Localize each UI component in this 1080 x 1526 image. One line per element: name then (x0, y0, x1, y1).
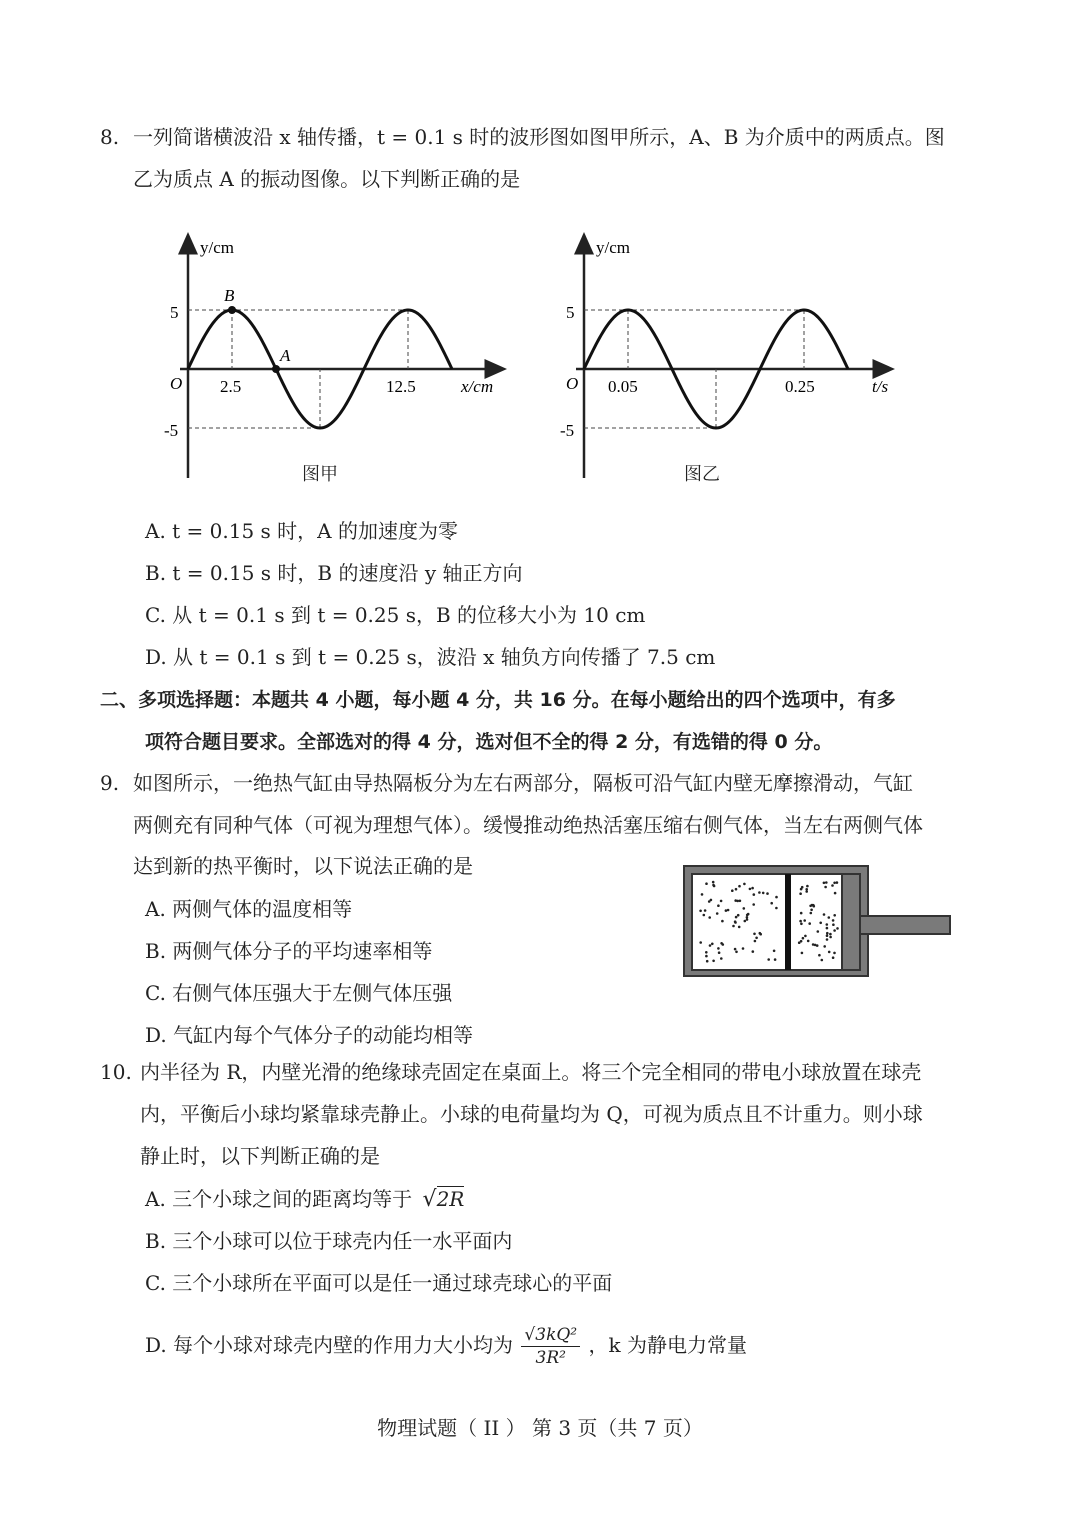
gas-molecule (755, 937, 758, 940)
section2-heading-line1: 二、多项选择题：本题共 4 小题，每小题 4 分，共 16 分。在每小题给出的四个选项中，有多 (100, 689, 896, 711)
gas-molecule (753, 933, 756, 936)
gas-molecule (826, 938, 829, 941)
q8-option-d: D. 从 t = 0.1 s 到 t = 0.25 s，波沿 x 轴负方向传播了 7.5 cm (145, 645, 716, 669)
gas-molecule (751, 887, 754, 890)
fraction-numerator: 3kQ² (535, 1325, 578, 1345)
gas-molecule (829, 933, 832, 936)
gas-molecule (831, 884, 834, 887)
gas-molecule (762, 892, 765, 895)
page-footer: 物理试题（ II ） 第 3 页（共 7 页） (377, 1416, 703, 1440)
gas-molecule (712, 884, 715, 887)
gas-molecule (817, 930, 820, 933)
partition (785, 874, 791, 970)
gas-molecule (775, 896, 778, 899)
fig1-xtick-1: 2.5 (220, 377, 242, 396)
gas-molecule (810, 912, 813, 915)
gas-molecule (774, 958, 777, 961)
gas-molecule (711, 943, 714, 946)
gas-molecule (828, 916, 831, 919)
q9-option-b: B. 两侧气体分子的平均速率相等 (145, 939, 433, 963)
gas-molecule (798, 941, 801, 944)
gas-molecule (718, 951, 721, 954)
gas-molecule (703, 914, 706, 917)
gas-molecule (709, 944, 712, 947)
gas-molecule (736, 900, 739, 903)
fig1-point-a (272, 365, 280, 373)
gas-molecule (833, 882, 836, 885)
fig2-origin-label: O (566, 374, 579, 393)
gas-molecule (825, 881, 828, 884)
gas-molecule (824, 886, 827, 889)
gas-molecule (712, 960, 715, 963)
gas-molecule (743, 907, 746, 910)
fig1-x-label: x/cm (461, 377, 494, 396)
fig1-point-a-label: A (280, 346, 291, 365)
gas-molecule (801, 886, 804, 889)
question-10-text-line1: 内半径为 R，内壁光滑的绝缘球壳固定在桌面上。将三个完全相同的带电小球放置在球壳 (140, 1060, 922, 1084)
gas-molecule (746, 918, 749, 921)
gas-molecule (832, 919, 835, 922)
fraction-denominator: 3R² (535, 1348, 566, 1368)
fig2-xtick-2: 0.25 (785, 377, 815, 396)
gas-molecule (717, 904, 720, 907)
q9-option-d: D. 气缸内每个气体分子的动能均相等 (145, 1023, 474, 1047)
gas-molecule (823, 945, 826, 948)
fig1-xtick-2: 12.5 (386, 377, 416, 396)
gas-molecule (705, 951, 708, 954)
piston-rod (858, 916, 950, 934)
gas-molecule (833, 929, 836, 932)
gas-molecule (821, 959, 824, 962)
gas-molecule (828, 951, 831, 954)
gas-molecule (735, 888, 738, 891)
gas-molecule (734, 920, 737, 923)
gas-molecule (829, 936, 832, 939)
question-9-number: 9. (100, 771, 120, 795)
question-8-text-line1: 一列简谐横波沿 x 轴传播，t = 0.1 s 时的波形图如图甲所示，A、B 为介质中的两质点。图 (133, 125, 945, 149)
fig1-point-b-label: B (224, 286, 235, 305)
q10-option-a-text: A. 三个小球之间的距离均等于 (145, 1187, 413, 1211)
gas-molecule (814, 944, 817, 947)
gas-molecule (721, 920, 724, 923)
gas-molecule (752, 950, 755, 953)
gas-molecule (832, 956, 835, 959)
question-10-text-line2: 内，平衡后小球均紧靠球壳静止。小球的电荷量均为 Q，可视为质点且不计重力。则小球 (140, 1102, 923, 1126)
gas-molecule (805, 890, 808, 893)
fig2-caption: 图乙 (684, 464, 720, 485)
gas-molecule (749, 888, 752, 891)
gas-molecule (704, 909, 707, 912)
gas-molecule (823, 882, 826, 885)
gas-molecule (705, 955, 708, 958)
gas-molecule (775, 907, 778, 910)
gas-molecule (708, 916, 711, 919)
gas-molecule (706, 960, 709, 963)
piston-head (842, 874, 860, 970)
q10-option-d-prefix: D. 每个小球对球壳内壁的作用力大小均为 (145, 1333, 514, 1357)
gas-molecule (773, 950, 776, 953)
fig1-ytick-pos: 5 (170, 303, 179, 322)
q10-option-a (145, 1186, 464, 1213)
gas-molecule (826, 923, 829, 926)
gas-molecule (720, 900, 723, 903)
gas-molecule (826, 932, 829, 935)
fig2-x-label: t/s (872, 377, 889, 396)
fig2-ytick-pos: 5 (566, 303, 575, 322)
fig1-y-label: y/cm (200, 238, 234, 257)
q10-option-c: C. 三个小球所在平面可以是任一通过球壳球心的平面 (145, 1271, 613, 1295)
left-gas-molecules (699, 881, 778, 963)
gas-molecule (754, 940, 757, 943)
gas-molecule (810, 909, 813, 912)
gas-molecule (720, 957, 723, 960)
gas-molecule (712, 881, 715, 884)
vibration-graph-fig2 (555, 228, 905, 488)
fig2-y-label: y/cm (596, 238, 630, 257)
question-10-text-line3: 静止时，以下判断正确的是 (140, 1144, 380, 1168)
gas-molecule (734, 948, 737, 951)
gas-molecule (759, 932, 762, 935)
gas-molecule (826, 934, 829, 937)
section2-heading-line2: 项符合题目要求。全部选对的得 4 分，选对但不全的得 2 分，有选错的得 0 分。 (145, 731, 833, 753)
gas-molecule (819, 922, 822, 925)
fig1-ytick-neg: -5 (164, 421, 179, 440)
gas-molecule (699, 941, 702, 944)
gas-molecule (766, 892, 769, 895)
gas-molecule (800, 923, 803, 926)
gas-molecule (833, 914, 836, 917)
gas-molecule (804, 935, 807, 938)
gas-molecule (705, 882, 708, 885)
question-8-text-line2: 乙为质点 A 的振动图像。以下判断正确的是 (133, 167, 521, 191)
gas-molecule (811, 904, 814, 907)
wave-graph-fig1 (160, 228, 520, 488)
question-9-text-line1: 如图所示，一绝热气缸由导热隔板分为左右两部分，隔板可沿气缸内壁无摩擦滑动，气缸 (133, 771, 913, 795)
gas-molecule (742, 947, 745, 950)
gas-molecule (744, 920, 747, 923)
gas-molecule (727, 909, 730, 912)
sqrt-2r: √2R (422, 1187, 465, 1212)
gas-molecule (800, 912, 803, 915)
gas-molecule (752, 903, 755, 906)
fig2-xtick-1: 0.05 (608, 377, 638, 396)
gas-cylinder-diagram (680, 862, 955, 982)
q9-option-a: A. 两侧气体的温度相等 (145, 897, 353, 921)
gas-molecule (717, 947, 720, 950)
gas-molecule (826, 927, 829, 930)
gas-molecule (743, 883, 746, 886)
gas-molecule (799, 892, 802, 895)
q9-option-c: C. 右侧气体压强大于左侧气体压强 (145, 981, 453, 1005)
question-10-number: 10. (100, 1060, 132, 1084)
gas-molecule (699, 910, 702, 913)
gas-molecule (747, 913, 750, 916)
q8-option-b: B. t = 0.15 s 时，B 的速度沿 y 轴正方向 (145, 561, 523, 585)
q10-option-b: B. 三个小球可以位于球壳内任一水平面内 (145, 1229, 513, 1253)
fig1-origin-label: O (170, 374, 183, 393)
question-9-text-line2: 两侧充有同种气体（可视为理想气体）。缓慢推动绝热活塞压缩右侧气体，当左右两侧气体 (133, 813, 923, 837)
gas-molecule (836, 927, 839, 930)
gas-molecule (731, 889, 734, 892)
gas-molecule (801, 952, 804, 955)
q10-option-d (145, 1324, 747, 1369)
question-9-text-line3: 达到新的热平衡时，以下说法正确的是 (133, 854, 473, 878)
gas-molecule (833, 952, 836, 955)
gas-molecule (735, 916, 738, 919)
gas-molecule (716, 912, 719, 915)
q8-option-c: C. 从 t = 0.1 s 到 t = 0.25 s，B 的位移大小为 10 cm (145, 603, 646, 627)
gas-molecule (732, 925, 735, 928)
gas-molecule (767, 958, 770, 961)
gas-molecule (720, 942, 723, 945)
gas-molecule (758, 891, 761, 894)
gas-molecule (807, 940, 810, 943)
gas-molecule (710, 899, 713, 902)
fig1-caption: 图甲 (302, 464, 338, 485)
gas-molecule (799, 920, 802, 923)
gas-molecule (738, 926, 741, 929)
gas-molecule (803, 919, 806, 922)
gas-molecule (753, 893, 756, 896)
gas-molecule (701, 893, 704, 896)
fig1-point-b (228, 306, 236, 314)
force-fraction: $\frac{\text{√3kQ²}}{\text{3R²}}$ (521, 1324, 580, 1369)
right-gas-molecules (798, 881, 839, 961)
gas-molecule (802, 937, 805, 940)
fig2-ytick-neg: -5 (560, 421, 575, 440)
gas-molecule (737, 914, 740, 917)
gas-molecule (808, 922, 811, 925)
gas-molecule (832, 923, 835, 926)
gas-molecule (836, 881, 839, 884)
gas-molecule (738, 885, 741, 888)
gas-molecule (806, 885, 809, 888)
q8-option-a: A. t = 0.15 s 时，A 的加速度为零 (145, 519, 458, 543)
gas-molecule (735, 951, 738, 954)
question-8-number: 8. (100, 125, 120, 149)
gas-molecule (770, 902, 773, 905)
gas-molecule (818, 954, 821, 957)
q10-option-d-suffix: ，k 为静电力常量 (588, 1333, 747, 1357)
gas-molecule (834, 892, 837, 895)
gas-molecule (823, 913, 826, 916)
gas-molecule (725, 909, 728, 912)
